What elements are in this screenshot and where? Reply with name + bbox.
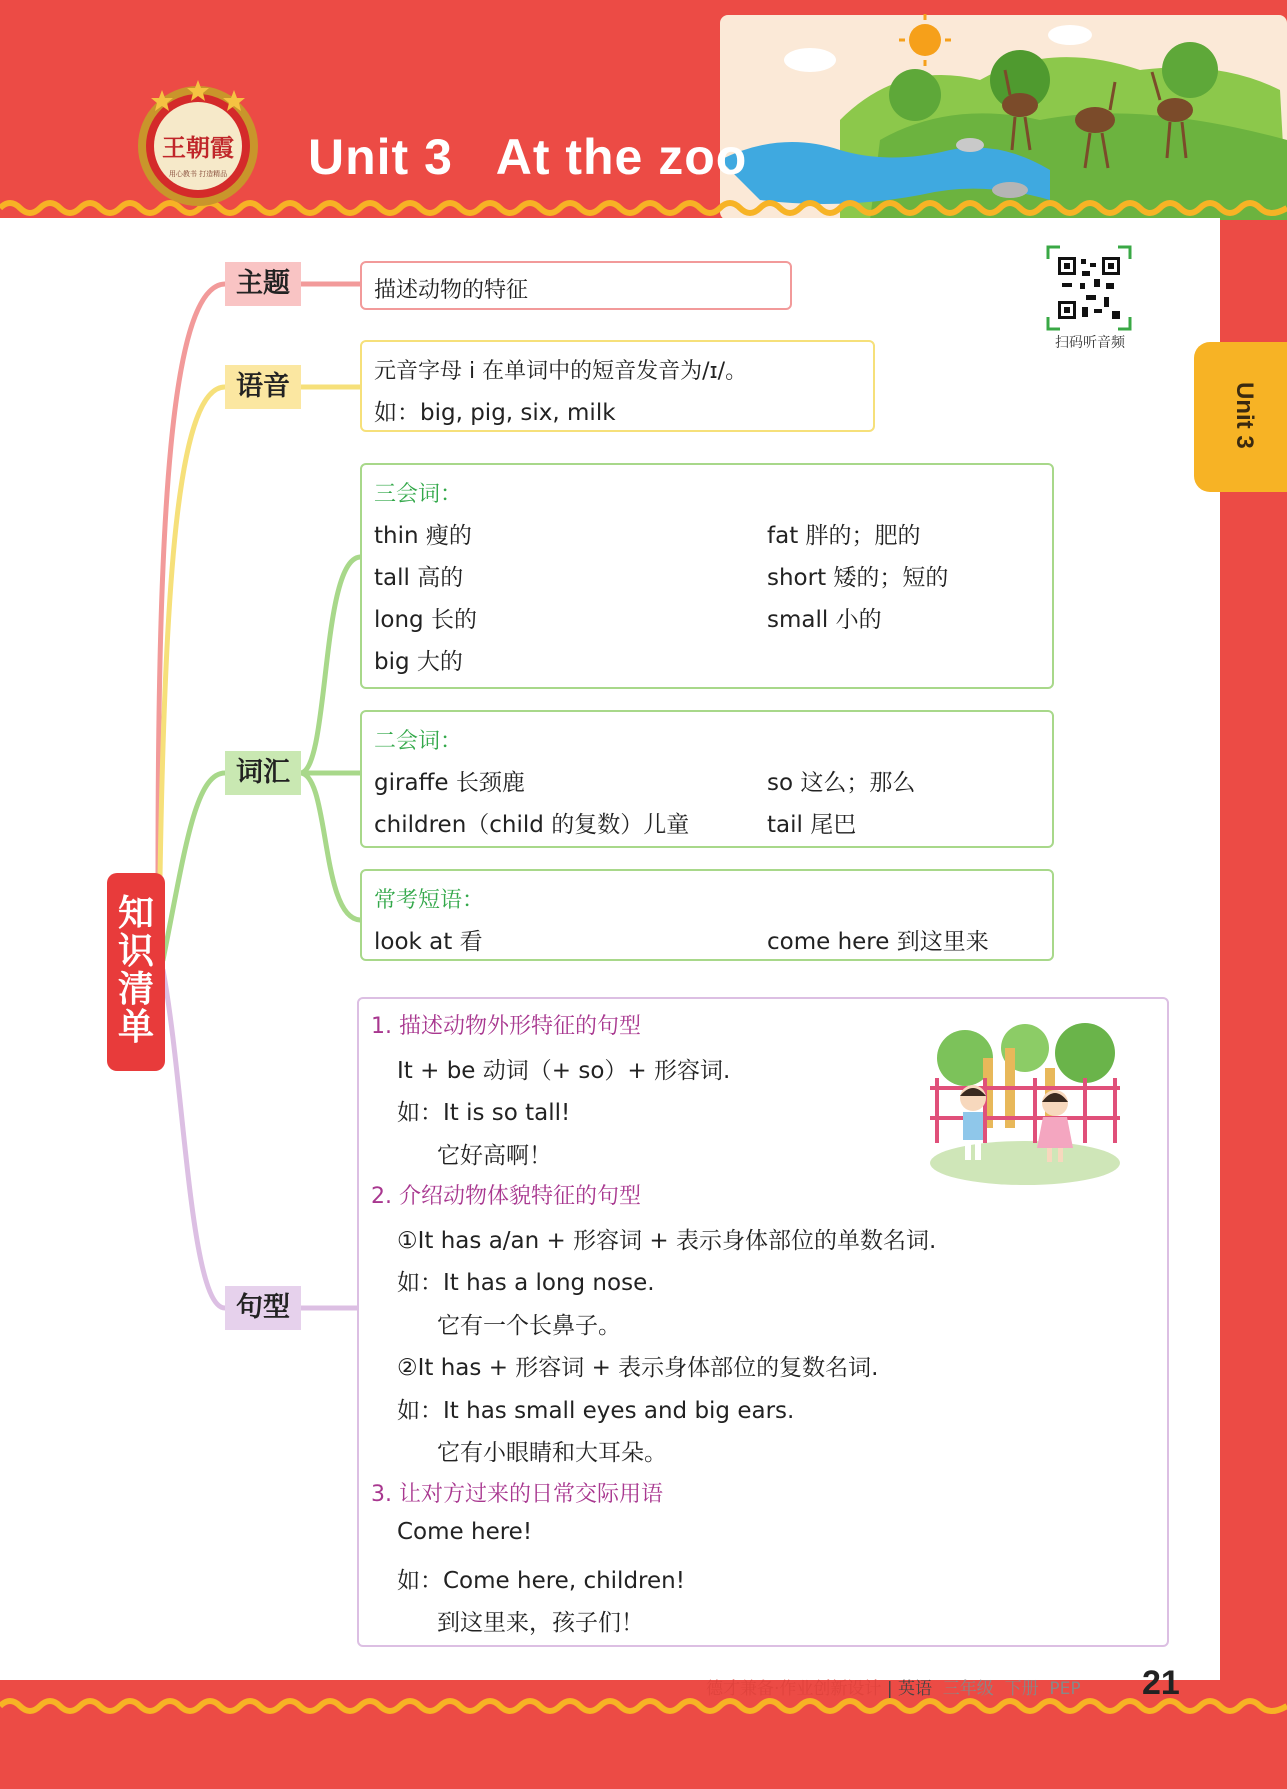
category-theme: 主题: [225, 262, 301, 306]
page-title: Unit 3 At the zoo: [308, 129, 748, 185]
kids-at-zoo-illustration: [925, 1018, 1125, 1188]
phonics-rule: 元音字母 i 在单词中的短音发音为/ɪ/。: [374, 359, 748, 384]
vocab-item: children（child 的复数）儿童: [374, 812, 690, 838]
vocab-item: thin 瘦的: [374, 523, 472, 549]
vocab-item: tall 高的: [374, 565, 464, 591]
category-vocab: 词汇: [225, 751, 301, 795]
footer-edition: PEP: [1049, 1679, 1081, 1699]
vocab-item: small 小的: [767, 607, 882, 633]
phrases-heading: 常考短语：: [374, 888, 485, 913]
sentence-line: 到这里来，孩子们！: [437, 1610, 644, 1636]
sentence-line: 它有小眼睛和大耳朵。: [437, 1440, 667, 1466]
sentence-heading: 2. 介绍动物体貌特征的句型: [371, 1184, 641, 1209]
vocab-item: so 这么；那么: [767, 770, 916, 796]
sentence-line: ①It has a/an + 形容词 + 表示身体部位的单数名词.: [397, 1227, 937, 1254]
footer-subject: 英语: [897, 1679, 932, 1699]
theme-box: [360, 261, 792, 310]
sentence-line: 如：Come here, children!: [397, 1567, 685, 1594]
svg-text:用心教书 打造精品: 用心教书 打造精品: [168, 170, 228, 178]
page-number: 21: [1142, 1664, 1180, 1702]
sentence-line: ②It has + 形容词 + 表示身体部位的复数名词.: [397, 1355, 879, 1381]
footer: [706, 1674, 1081, 1699]
footer-volume: 下册: [1004, 1679, 1039, 1699]
vocab-item: fat 胖的；肥的: [767, 523, 921, 549]
phonics-box: [360, 340, 875, 432]
sentence-line: Come here!: [397, 1519, 533, 1545]
vocab-item: tail 尾巴: [767, 812, 857, 838]
phrase-item: look at 看: [374, 929, 483, 955]
vocab-item: long 长的: [374, 607, 477, 633]
sentence-line: 如：It has small eyes and big ears.: [397, 1397, 795, 1424]
vocab-item: short 矮的；短的: [767, 565, 949, 591]
sentence-line: 如：It has a long nose.: [397, 1270, 655, 1296]
category-phonics: 语音: [225, 365, 301, 409]
vocab-item: giraffe 长颈鹿: [374, 770, 525, 796]
sentence-line: 如：It is so tall!: [397, 1100, 571, 1126]
qr-label: 扫码听音频: [1055, 335, 1125, 351]
two-skill-heading: 二会词：: [374, 729, 463, 754]
sentence-heading: 1. 描述动物外形特征的句型: [371, 1014, 641, 1039]
mindmap-root: 知识清单: [107, 873, 165, 1071]
unit-side-tab-label: Unit 3: [1231, 382, 1258, 449]
category-sentences: 句型: [225, 1286, 301, 1330]
footer-separator: |: [886, 1679, 893, 1699]
footer-grade: 三年级: [942, 1679, 994, 1699]
phonics-examples: 如：big, pig, six, milk: [374, 400, 616, 426]
sentence-line: It + be 动词（+ so）+ 形容词.: [397, 1057, 731, 1084]
sentence-line: 它有一个长鼻子。: [437, 1312, 621, 1339]
three-skill-words-box: [360, 463, 1054, 689]
three-skill-heading: 三会词：: [374, 482, 463, 507]
sentence-line: 它好高啊！: [437, 1142, 552, 1169]
footer-series: 德才兼备·作业创新设计: [706, 1679, 882, 1699]
theme-text: 描述动物的特征: [374, 278, 529, 303]
phrases-box: [360, 869, 1054, 961]
svg-text:王朝霞: 王朝霞: [162, 133, 234, 162]
two-skill-words-box: [360, 710, 1054, 848]
phrase-item: come here 到这里来: [767, 929, 989, 955]
sentence-heading: 3. 让对方过来的日常交际用语: [371, 1481, 663, 1507]
vocab-item: big 大的: [374, 649, 463, 675]
